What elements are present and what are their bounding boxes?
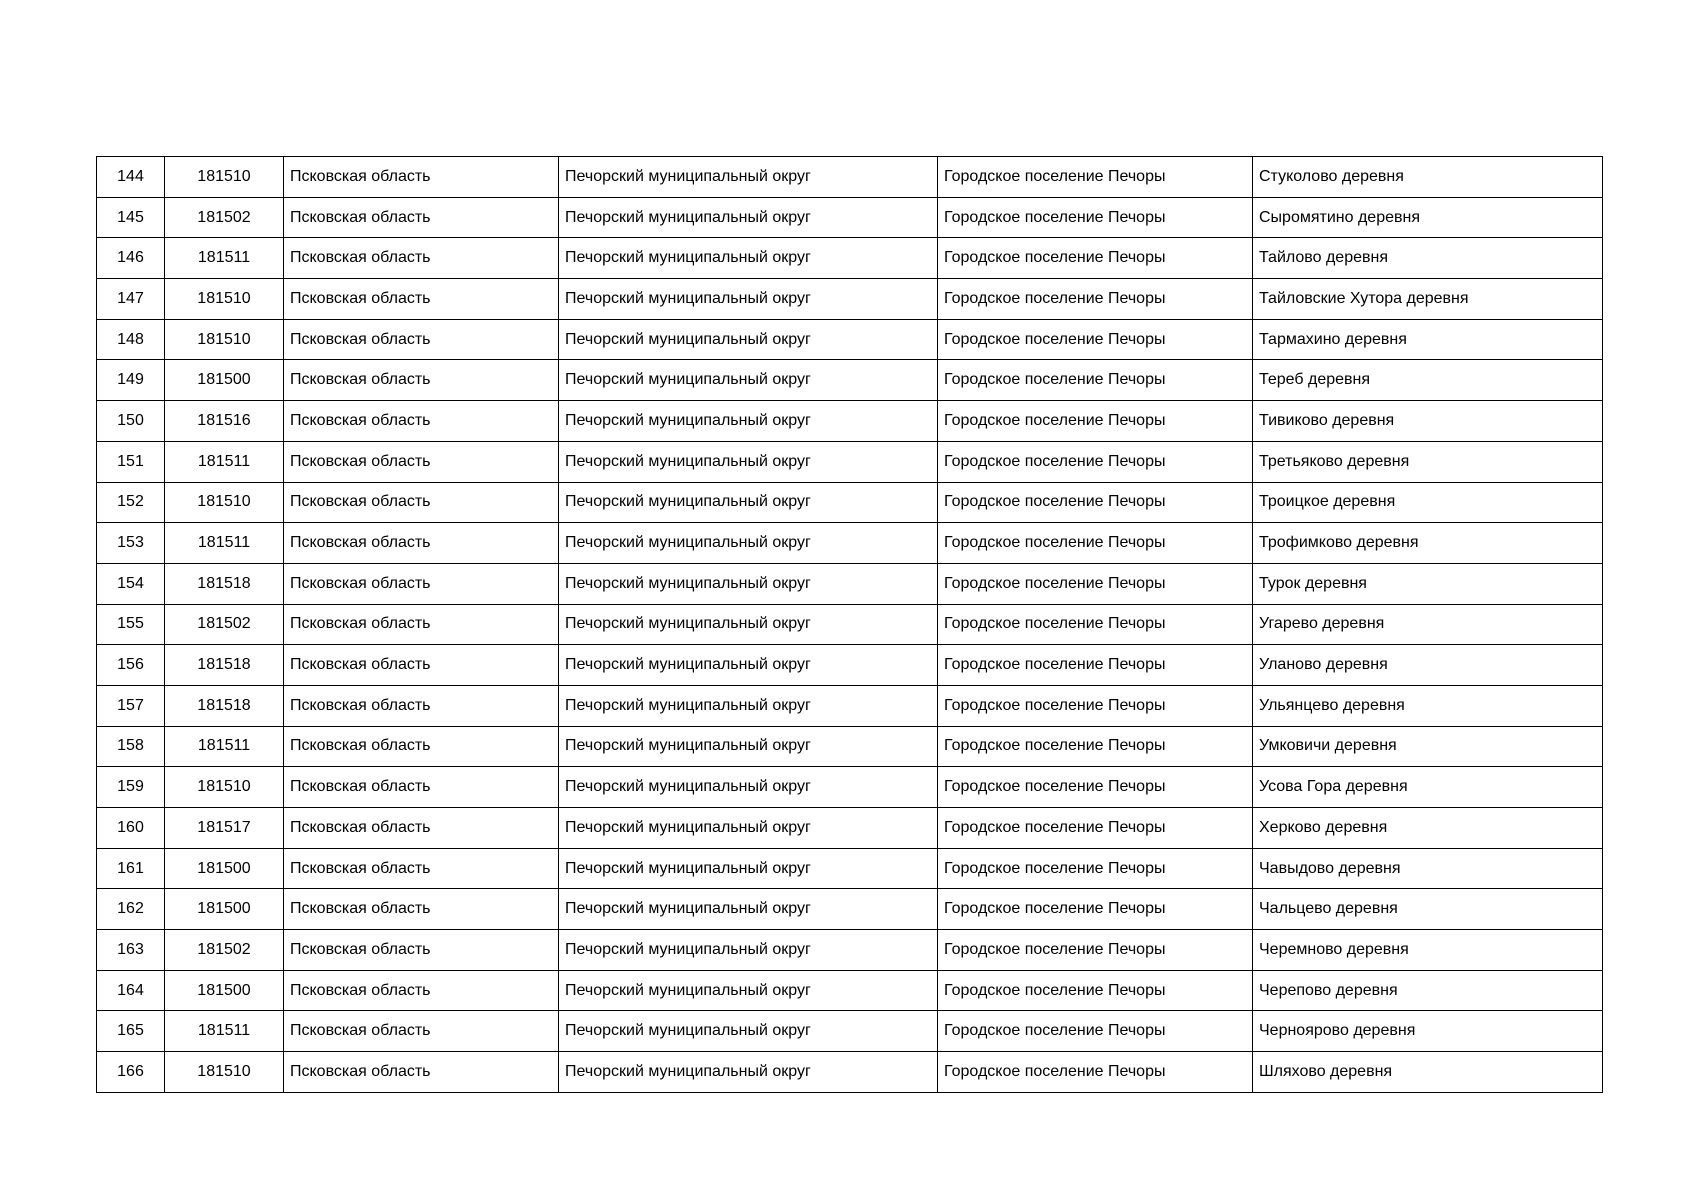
table-row	[97, 523, 1603, 564]
locality-cell: Троицкое деревня	[1253, 482, 1603, 523]
row-number-cell: 159	[97, 767, 165, 808]
row-number-cell: 145	[97, 197, 165, 238]
row-number-cell: 149	[97, 360, 165, 401]
region-cell: Псковская область	[284, 197, 559, 238]
region-cell: Псковская область	[284, 604, 559, 645]
settlement-cell: Городское поселение Печоры	[938, 279, 1253, 320]
district-cell: Печорский муниципальный округ	[559, 1052, 938, 1093]
region-cell: Псковская область	[284, 157, 559, 198]
postal-index-cell: 181502	[165, 604, 284, 645]
district-cell: Печорский муниципальный округ	[559, 197, 938, 238]
district-cell: Печорский муниципальный округ	[559, 482, 938, 523]
locality-cell: Черноярово деревня	[1253, 1011, 1603, 1052]
table-row	[97, 401, 1603, 442]
table-row	[97, 360, 1603, 401]
settlement-cell: Городское поселение Печоры	[938, 563, 1253, 604]
postal-index-cell: 181511	[165, 726, 284, 767]
locality-cell: Третьяково деревня	[1253, 441, 1603, 482]
region-cell: Псковская область	[284, 1052, 559, 1093]
table-row	[97, 848, 1603, 889]
settlement-cell: Городское поселение Печоры	[938, 319, 1253, 360]
locality-cell: Угарево деревня	[1253, 604, 1603, 645]
row-number-cell: 144	[97, 157, 165, 198]
table-row	[97, 279, 1603, 320]
region-cell: Псковская область	[284, 767, 559, 808]
district-cell: Печорский муниципальный округ	[559, 726, 938, 767]
table-row	[97, 645, 1603, 686]
postal-index-cell: 181510	[165, 1052, 284, 1093]
row-number-cell: 150	[97, 401, 165, 442]
district-cell: Печорский муниципальный округ	[559, 767, 938, 808]
settlement-cell: Городское поселение Печоры	[938, 726, 1253, 767]
locality-cell: Тармахино деревня	[1253, 319, 1603, 360]
table-row	[97, 808, 1603, 849]
row-number-cell: 147	[97, 279, 165, 320]
district-cell: Печорский муниципальный округ	[559, 523, 938, 564]
postal-index-cell: 181510	[165, 157, 284, 198]
table-row	[97, 726, 1603, 767]
region-cell: Псковская область	[284, 685, 559, 726]
settlement-cell: Городское поселение Печоры	[938, 604, 1253, 645]
row-number-cell: 164	[97, 970, 165, 1011]
row-number-cell: 166	[97, 1052, 165, 1093]
locality-table-body	[97, 157, 1603, 1093]
postal-index-cell: 181511	[165, 238, 284, 279]
table-row	[97, 238, 1603, 279]
district-cell: Печорский муниципальный округ	[559, 889, 938, 930]
region-cell: Псковская область	[284, 441, 559, 482]
row-number-cell: 156	[97, 645, 165, 686]
postal-index-cell: 181518	[165, 685, 284, 726]
row-number-cell: 157	[97, 685, 165, 726]
settlement-cell: Городское поселение Печоры	[938, 401, 1253, 442]
district-cell: Печорский муниципальный округ	[559, 441, 938, 482]
row-number-cell: 155	[97, 604, 165, 645]
settlement-cell: Городское поселение Печоры	[938, 523, 1253, 564]
settlement-cell: Городское поселение Печоры	[938, 238, 1253, 279]
district-cell: Печорский муниципальный округ	[559, 848, 938, 889]
postal-index-cell: 181500	[165, 889, 284, 930]
settlement-cell: Городское поселение Печоры	[938, 197, 1253, 238]
locality-cell: Тайлово деревня	[1253, 238, 1603, 279]
locality-cell: Ульянцево деревня	[1253, 685, 1603, 726]
locality-table	[96, 156, 1603, 1093]
row-number-cell: 154	[97, 563, 165, 604]
postal-index-cell: 181510	[165, 319, 284, 360]
settlement-cell: Городское поселение Печоры	[938, 889, 1253, 930]
region-cell: Псковская область	[284, 645, 559, 686]
postal-index-cell: 181502	[165, 930, 284, 971]
settlement-cell: Городское поселение Печоры	[938, 970, 1253, 1011]
settlement-cell: Городское поселение Печоры	[938, 767, 1253, 808]
table-row	[97, 685, 1603, 726]
settlement-cell: Городское поселение Печоры	[938, 360, 1253, 401]
row-number-cell: 165	[97, 1011, 165, 1052]
row-number-cell: 152	[97, 482, 165, 523]
district-cell: Печорский муниципальный округ	[559, 930, 938, 971]
settlement-cell: Городское поселение Печоры	[938, 930, 1253, 971]
table-row	[97, 563, 1603, 604]
region-cell: Псковская область	[284, 401, 559, 442]
locality-cell: Шляхово деревня	[1253, 1052, 1603, 1093]
locality-cell: Сыромятино деревня	[1253, 197, 1603, 238]
district-cell: Печорский муниципальный округ	[559, 604, 938, 645]
table-row	[97, 197, 1603, 238]
row-number-cell: 160	[97, 808, 165, 849]
locality-cell: Херково деревня	[1253, 808, 1603, 849]
postal-index-cell: 181511	[165, 1011, 284, 1052]
table-row	[97, 1011, 1603, 1052]
settlement-cell: Городское поселение Печоры	[938, 685, 1253, 726]
region-cell: Псковская область	[284, 889, 559, 930]
locality-cell: Тереб деревня	[1253, 360, 1603, 401]
postal-index-cell: 181500	[165, 360, 284, 401]
settlement-cell: Городское поселение Печоры	[938, 441, 1253, 482]
table-row	[97, 441, 1603, 482]
region-cell: Псковская область	[284, 279, 559, 320]
row-number-cell: 162	[97, 889, 165, 930]
table-row	[97, 319, 1603, 360]
locality-cell: Тивиково деревня	[1253, 401, 1603, 442]
row-number-cell: 163	[97, 930, 165, 971]
locality-cell: Трофимково деревня	[1253, 523, 1603, 564]
settlement-cell: Городское поселение Печоры	[938, 645, 1253, 686]
region-cell: Псковская область	[284, 808, 559, 849]
settlement-cell: Городское поселение Печоры	[938, 157, 1253, 198]
row-number-cell: 151	[97, 441, 165, 482]
region-cell: Псковская область	[284, 482, 559, 523]
row-number-cell: 161	[97, 848, 165, 889]
locality-cell: Тайловские Хутора деревня	[1253, 279, 1603, 320]
district-cell: Печорский муниципальный округ	[559, 563, 938, 604]
postal-index-cell: 181500	[165, 848, 284, 889]
locality-cell: Уланово деревня	[1253, 645, 1603, 686]
postal-index-cell: 181518	[165, 563, 284, 604]
postal-index-cell: 181511	[165, 523, 284, 564]
table-row	[97, 930, 1603, 971]
settlement-cell: Городское поселение Печоры	[938, 1011, 1253, 1052]
locality-cell: Турок деревня	[1253, 563, 1603, 604]
district-cell: Печорский муниципальный округ	[559, 360, 938, 401]
settlement-cell: Городское поселение Печоры	[938, 482, 1253, 523]
region-cell: Псковская область	[284, 930, 559, 971]
row-number-cell: 148	[97, 319, 165, 360]
district-cell: Печорский муниципальный округ	[559, 238, 938, 279]
postal-index-cell: 181500	[165, 970, 284, 1011]
settlement-cell: Городское поселение Печоры	[938, 1052, 1253, 1093]
postal-index-cell: 181510	[165, 767, 284, 808]
row-number-cell: 158	[97, 726, 165, 767]
locality-cell: Умковичи деревня	[1253, 726, 1603, 767]
region-cell: Псковская область	[284, 848, 559, 889]
district-cell: Печорский муниципальный округ	[559, 401, 938, 442]
postal-index-cell: 181510	[165, 482, 284, 523]
row-number-cell: 153	[97, 523, 165, 564]
table-row	[97, 767, 1603, 808]
district-cell: Печорский муниципальный округ	[559, 645, 938, 686]
postal-index-cell: 181511	[165, 441, 284, 482]
district-cell: Печорский муниципальный округ	[559, 1011, 938, 1052]
district-cell: Печорский муниципальный округ	[559, 157, 938, 198]
district-cell: Печорский муниципальный округ	[559, 970, 938, 1011]
region-cell: Псковская область	[284, 1011, 559, 1052]
table-row	[97, 1052, 1603, 1093]
postal-index-cell: 181518	[165, 645, 284, 686]
region-cell: Псковская область	[284, 360, 559, 401]
district-cell: Печорский муниципальный округ	[559, 808, 938, 849]
region-cell: Псковская область	[284, 523, 559, 564]
district-cell: Печорский муниципальный округ	[559, 279, 938, 320]
table-row	[97, 970, 1603, 1011]
postal-index-cell: 181502	[165, 197, 284, 238]
locality-cell: Чальцево деревня	[1253, 889, 1603, 930]
postal-index-cell: 181510	[165, 279, 284, 320]
table-row	[97, 482, 1603, 523]
locality-cell: Усова Гора деревня	[1253, 767, 1603, 808]
table-row	[97, 157, 1603, 198]
locality-cell: Черемново деревня	[1253, 930, 1603, 971]
region-cell: Псковская область	[284, 238, 559, 279]
table-row	[97, 889, 1603, 930]
region-cell: Псковская область	[284, 563, 559, 604]
region-cell: Псковская область	[284, 726, 559, 767]
district-cell: Печорский муниципальный округ	[559, 685, 938, 726]
postal-index-cell: 181516	[165, 401, 284, 442]
row-number-cell: 146	[97, 238, 165, 279]
postal-index-cell: 181517	[165, 808, 284, 849]
locality-cell: Стуколово деревня	[1253, 157, 1603, 198]
district-cell: Печорский муниципальный округ	[559, 319, 938, 360]
region-cell: Псковская область	[284, 970, 559, 1011]
locality-cell: Чавыдово деревня	[1253, 848, 1603, 889]
settlement-cell: Городское поселение Печоры	[938, 808, 1253, 849]
table-row	[97, 604, 1603, 645]
settlement-cell: Городское поселение Печоры	[938, 848, 1253, 889]
region-cell: Псковская область	[284, 319, 559, 360]
locality-cell: Черепово деревня	[1253, 970, 1603, 1011]
